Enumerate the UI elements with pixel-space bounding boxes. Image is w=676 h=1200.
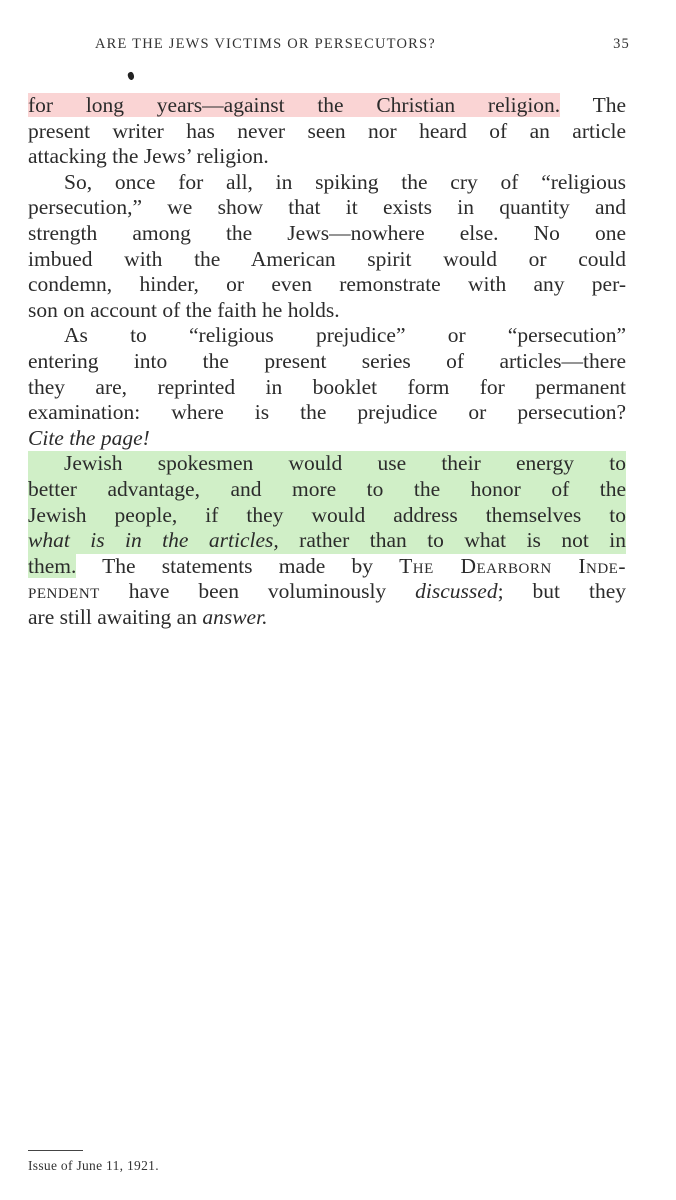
text-span: The — [592, 93, 626, 117]
text-line — [28, 579, 626, 605]
text-line: So, once for all, in spiking the cry of “religious — [64, 169, 626, 194]
text-span: have been voluminously — [99, 579, 416, 604]
text-span: are still awaiting an — [28, 604, 203, 629]
ink-mark — [127, 71, 135, 81]
text-span: The statements made by — [76, 553, 400, 578]
text-line: strength among the Jews—nowhere else. No one — [28, 220, 626, 245]
text-line — [28, 554, 626, 580]
small-caps-text: pendent — [28, 579, 100, 604]
footnote-rule — [28, 1150, 83, 1151]
text-line: they are, reprinted in booklet form for permanent — [28, 374, 626, 399]
italic-text: what is in the articles, — [28, 528, 279, 553]
text-line: present writer has never seen nor heard of an article — [28, 118, 626, 143]
page-number: 35 — [613, 36, 630, 52]
small-caps-text: The Dearborn Inde- — [399, 553, 626, 578]
green-highlight-line: Jewish spokesmen would use their energy to — [28, 451, 626, 477]
text-line: persecution,” we show that it exists in quantity and — [28, 195, 626, 220]
text-line: As to “religious prejudice” or “persecution” — [64, 323, 626, 348]
green-highlight-line: Jewish people, if they would address themselves to — [28, 502, 626, 527]
text-line: imbued with the American spirit would or could — [28, 246, 626, 271]
text-line: attacking the Jews’ religion. — [28, 144, 269, 169]
italic-text: Cite the page! — [28, 425, 150, 450]
red-highlight: for long years—against the Christian religion. — [28, 93, 561, 117]
green-highlight-line: better advantage, and more to the honor of the — [28, 476, 626, 501]
green-highlight-line — [28, 528, 626, 554]
italic-text: discussed — [415, 579, 498, 604]
text-span: rather than to what is not in — [278, 528, 626, 553]
body-text — [28, 93, 626, 630]
text-line: entering into the present series of articles—there — [28, 348, 626, 373]
text-span: ; but they — [497, 579, 626, 604]
text-line: condemn, hinder, or even remonstrate with any per- — [28, 272, 626, 297]
italic-text: answer. — [202, 604, 268, 629]
running-title: ARE THE JEWS VICTIMS OR PERSECUTORS? — [95, 36, 436, 52]
footnote: Issue of June 11, 1921. — [28, 1158, 159, 1173]
text-line — [28, 93, 626, 119]
green-highlight: them. — [28, 553, 77, 578]
text-line: examination: where is the prejudice or persecution? — [28, 400, 626, 425]
text-line: son on account of the faith he holds. — [28, 297, 340, 322]
text-line — [28, 605, 626, 631]
text-line — [28, 426, 626, 452]
